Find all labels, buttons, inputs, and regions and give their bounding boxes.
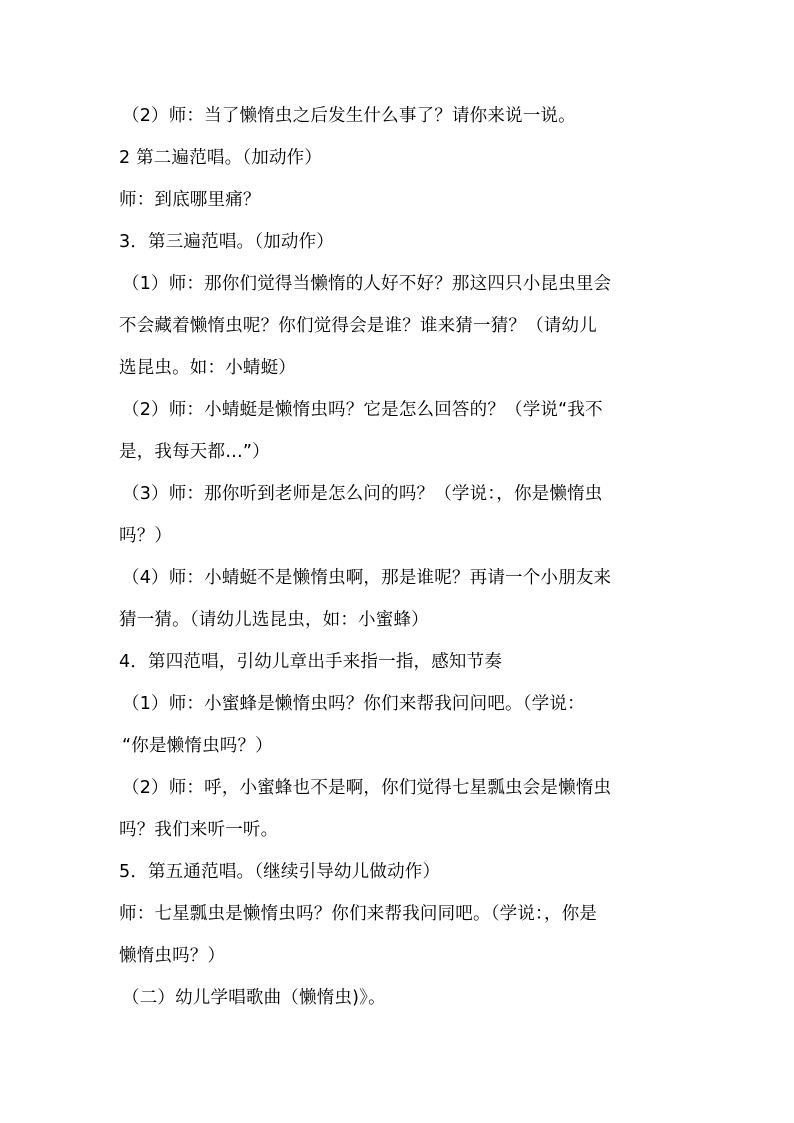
text-line: 是，我每天都…”） — [119, 442, 270, 462]
text-line: 吗？） — [119, 526, 173, 546]
text-line: （二）幼儿学唱歌曲（懒惰虫)》。 — [122, 988, 386, 1008]
text-line: （2）师：呼，小蜜蜂也不是啊，你们觉得七星瓢虫会是懒惰虫 — [122, 778, 612, 798]
text-line: 2 第二遍范唱。（加动作） — [119, 148, 323, 168]
text-line: 猜一猜。（请幼儿选昆虫，如：小蜜蜂） — [119, 610, 429, 630]
text-line: 3．第三遍范唱。（加动作） — [119, 232, 334, 252]
text-line: 不会藏着懒惰虫呢？你们觉得会是谁？谁来猜一猜？（请幼儿 — [119, 316, 597, 336]
text-line: 师：到底哪里痛？ — [119, 190, 261, 210]
text-line: 懒惰虫吗？） — [119, 946, 226, 966]
text-line: “你是懒惰虫吗？） — [122, 736, 273, 756]
text-line: （3）师：那你听到老师是怎么问的吗？（学说：，你是懒惰虫 — [122, 484, 603, 504]
text-line: （1）师：那你们觉得当懒惰的人好不好？那这四只小昆虫里会 — [122, 274, 612, 294]
text-line: 吗？我们来听一听。 — [119, 820, 279, 840]
text-line: （2）师：当了懒惰虫之后发生什么事了？请你来说一说。 — [122, 106, 576, 126]
text-line: 选昆虫。如：小蜻蜓） — [119, 358, 296, 378]
text-line: （2）师：小蜻蜓是懒惰虫吗？它是怎么回答的？（学说“我不 — [122, 400, 603, 420]
text-line: 师：七星瓢虫是懒惰虫吗？你们来帮我问同吧。（学说：，你是 — [119, 904, 598, 924]
text-line: 4．第四范唱，引幼儿章出手来指一指，感知节奏 — [119, 652, 503, 672]
text-line: （1）师：小蜜蜂是懒惰虫吗？你们来帮我问问吧。（学说： — [122, 694, 585, 714]
text-line: （4）师：小蜻蜓不是懒惰虫啊，那是谁呢？再请一个小朋友来 — [122, 568, 612, 588]
text-line: 5．第五通范唱。（继续引导幼儿做动作） — [119, 862, 441, 882]
